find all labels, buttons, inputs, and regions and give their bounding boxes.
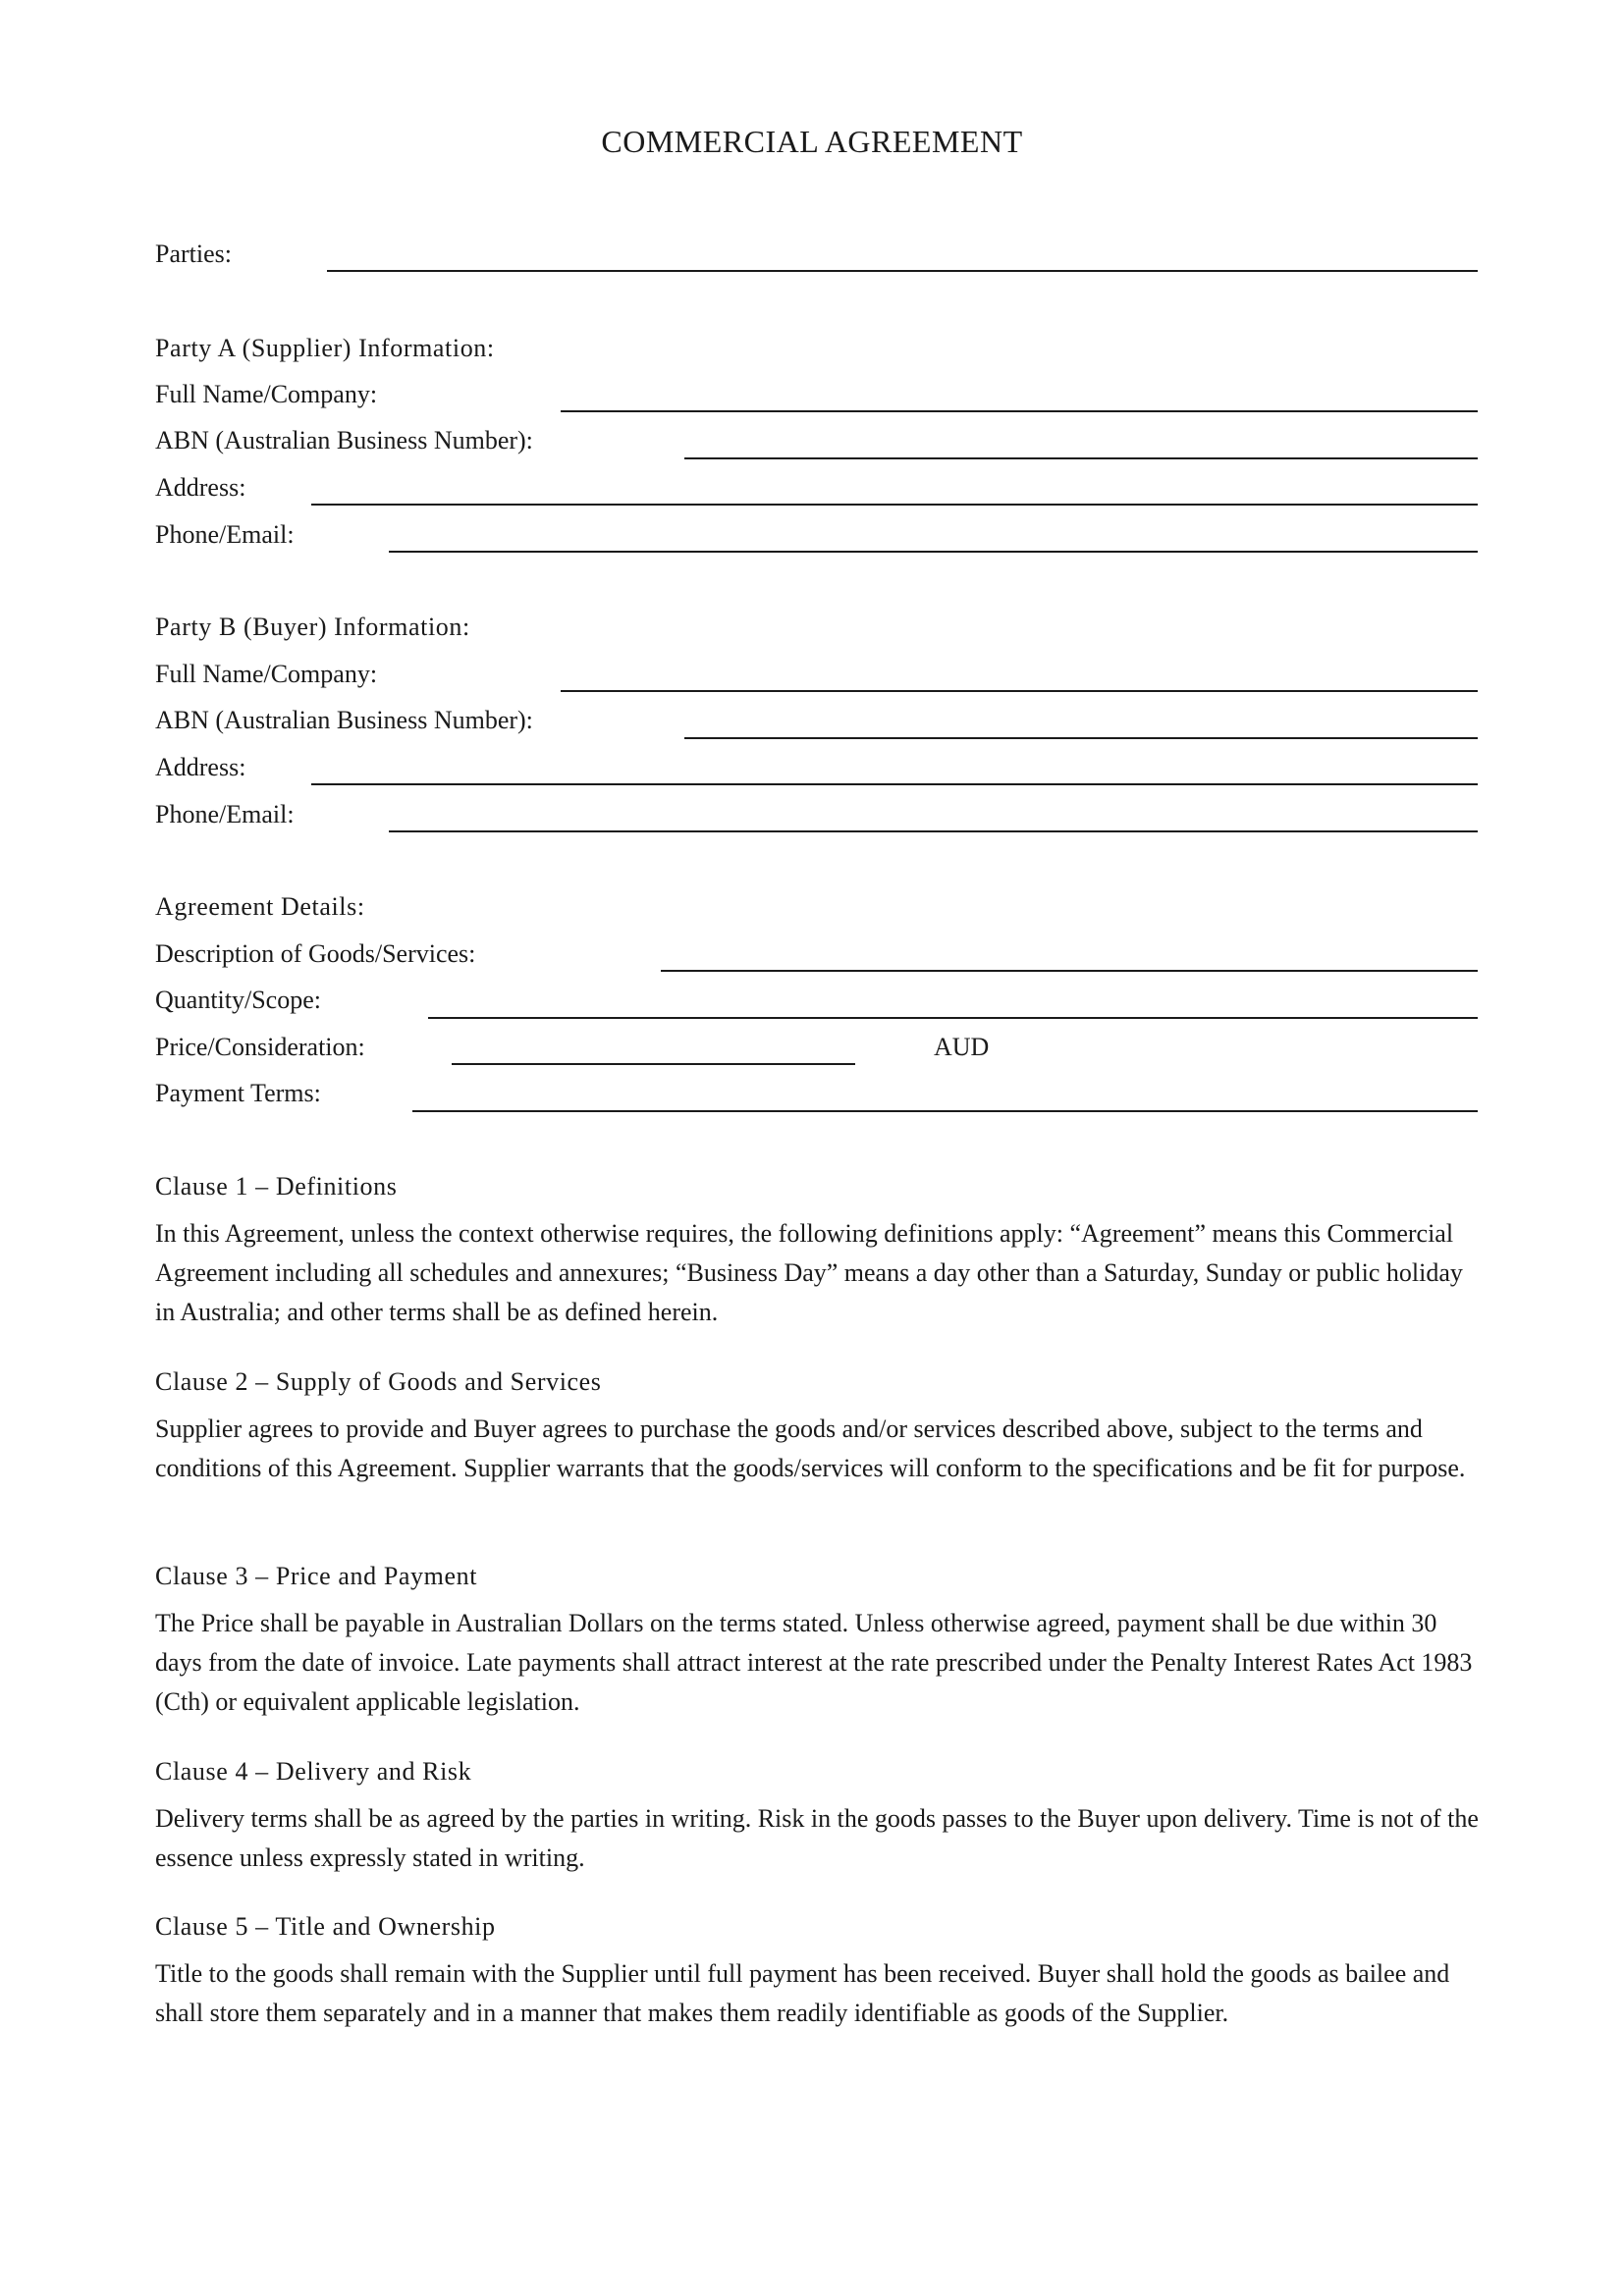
clause-5-heading: Clause 5 – Title and Ownership: [155, 1912, 496, 1941]
quantity-field[interactable]: [428, 1017, 1478, 1019]
currency-label: AUD: [934, 1033, 990, 1061]
party-a-heading: Party A (Supplier) Information:: [155, 334, 495, 362]
price-label: Price/Consideration:: [155, 1033, 365, 1061]
party-b-contact-label: Phone/Email:: [155, 800, 295, 828]
party-b-abn-label: ABN (Australian Business Number):: [155, 706, 533, 734]
party-b-address-label: Address:: [155, 753, 246, 781]
payment-terms-label: Payment Terms:: [155, 1079, 321, 1107]
party-a-address-field[interactable]: [311, 504, 1478, 506]
party-a-address-label: Address:: [155, 473, 246, 502]
clause-3-heading: Clause 3 – Price and Payment: [155, 1562, 478, 1590]
party-a-name-label: Full Name/Company:: [155, 380, 378, 408]
clause-3-text: The Price shall be payable in Australian Dollars on the terms stated. Unless otherwise agreed, payment shall be due within 30 days from the date of invoice. Late payments shall attract interest at the rate prescribed under the Penalty Interest Rates Act 1983 (Cth) or equivalent applicable legislation.: [155, 1609, 1473, 1716]
clause-1-heading: Clause 1 – Definitions: [155, 1172, 398, 1201]
clause-2-heading: Clause 2 – Supply of Goods and Services: [155, 1367, 602, 1396]
clause-2-text: Supplier agrees to provide and Buyer agrees to purchase the goods and/or services described above, subject to the terms and conditions of this Agreement. Supplier warrants that the goods/services will conform to the specifications and be fit for purpose.: [155, 1415, 1466, 1482]
details-heading: Agreement Details:: [155, 892, 365, 921]
document-title: COMMERCIAL AGREEMENT: [601, 124, 1023, 159]
payment-terms-field[interactable]: [412, 1110, 1478, 1112]
party-b-name-label: Full Name/Company:: [155, 660, 378, 688]
description-field[interactable]: [661, 970, 1478, 972]
clause-1-text: In this Agreement, unless the context otherwise requires, the following definitions apply: “Agreement” means this Commercial Agreement including all schedules and annexures; “Business Day” means a day other than a Saturday, Sunday or public holiday in Australia; and other terms shall be as defined herein.: [155, 1219, 1463, 1326]
quantity-label: Quantity/Scope:: [155, 986, 321, 1014]
party-a-abn-label: ABN (Australian Business Number):: [155, 426, 533, 454]
clause-5-text: Title to the goods shall remain with the Supplier until full payment has been received. Buyer shall hold the goods as bailee and shall store them separately and in a manner that makes them readily identifiable as goods of the Supplier.: [155, 1959, 1450, 2027]
party-b-name-field[interactable]: [561, 690, 1478, 692]
clause-4-text: Delivery terms shall be as agreed by the parties in writing. Risk in the goods passes to the Buyer upon delivery. Time is not of the essence unless expressly stated in writing.: [155, 1804, 1479, 1872]
description-label: Description of Goods/Services:: [155, 939, 476, 968]
parties-field[interactable]: [327, 270, 1478, 272]
party-a-contact-field[interactable]: [389, 551, 1478, 553]
price-field[interactable]: [452, 1063, 855, 1065]
party-b-address-field[interactable]: [311, 783, 1478, 785]
party-b-contact-field[interactable]: [389, 830, 1478, 832]
parties-label: Parties:: [155, 240, 232, 268]
clause-4-heading: Clause 4 – Delivery and Risk: [155, 1757, 472, 1786]
party-b-heading: Party B (Buyer) Information:: [155, 613, 470, 641]
party-a-contact-label: Phone/Email:: [155, 520, 295, 549]
party-a-name-field[interactable]: [561, 410, 1478, 412]
party-a-abn-field[interactable]: [684, 457, 1478, 459]
party-b-abn-field[interactable]: [684, 737, 1478, 739]
